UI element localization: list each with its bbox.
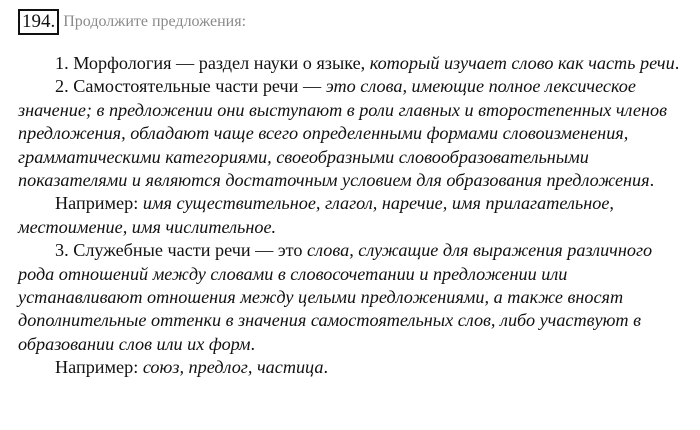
paragraph-example-2	[18, 192, 690, 239]
exercise-body	[18, 52, 690, 380]
text-run: 3. Служебные части речи — это	[55, 240, 308, 261]
text-run: 2. Самостоятельные части речи —	[55, 76, 326, 97]
text-run: .	[674, 53, 680, 73]
text-run: 1. Морфология — раздел науки о языке,	[55, 53, 370, 73]
paragraph-item-2	[18, 75, 690, 192]
text-run: .	[649, 170, 655, 191]
text-run: Например:	[55, 357, 143, 378]
text-run-italic: союз, предлог, частица	[142, 357, 324, 378]
exercise-instruction: Продолжите предложения:	[63, 13, 247, 30]
text-run: .	[250, 333, 256, 354]
text-run-italic: который изучает слово как часть речи	[369, 53, 675, 73]
exercise-number: 194.	[18, 9, 59, 35]
text-run-italic: слова, служащие для выражения различного рода отношений между словами в словосочетании и предложении или устанавливают отношения между целыми предложениями, а также вносят дополнительные оттенки в значения самостоятельных слов, либо участвуют в образовании слов или их форм	[18, 240, 653, 354]
exercise-header	[18, 9, 246, 35]
text-run-italic: это слова, имеющие полное лексическое значение; в предложении они выступают в роли главных и второстепенных членов предложения, обладают чаще всего определенными формами словоизменения, грамматическими категориями, своеобразными словообразовательными показателями и являются достаточным условием для образования предложения	[18, 76, 667, 191]
text-run: .	[323, 357, 329, 378]
paragraph-example-3	[18, 356, 690, 379]
paragraph-item-3	[18, 239, 690, 356]
text-run-italic: имя существительное, глагол, наречие, имя прилагательное, местоимение, имя числительное.	[18, 193, 614, 237]
text-run: Например:	[55, 193, 143, 214]
paragraph-item-1	[18, 52, 690, 75]
